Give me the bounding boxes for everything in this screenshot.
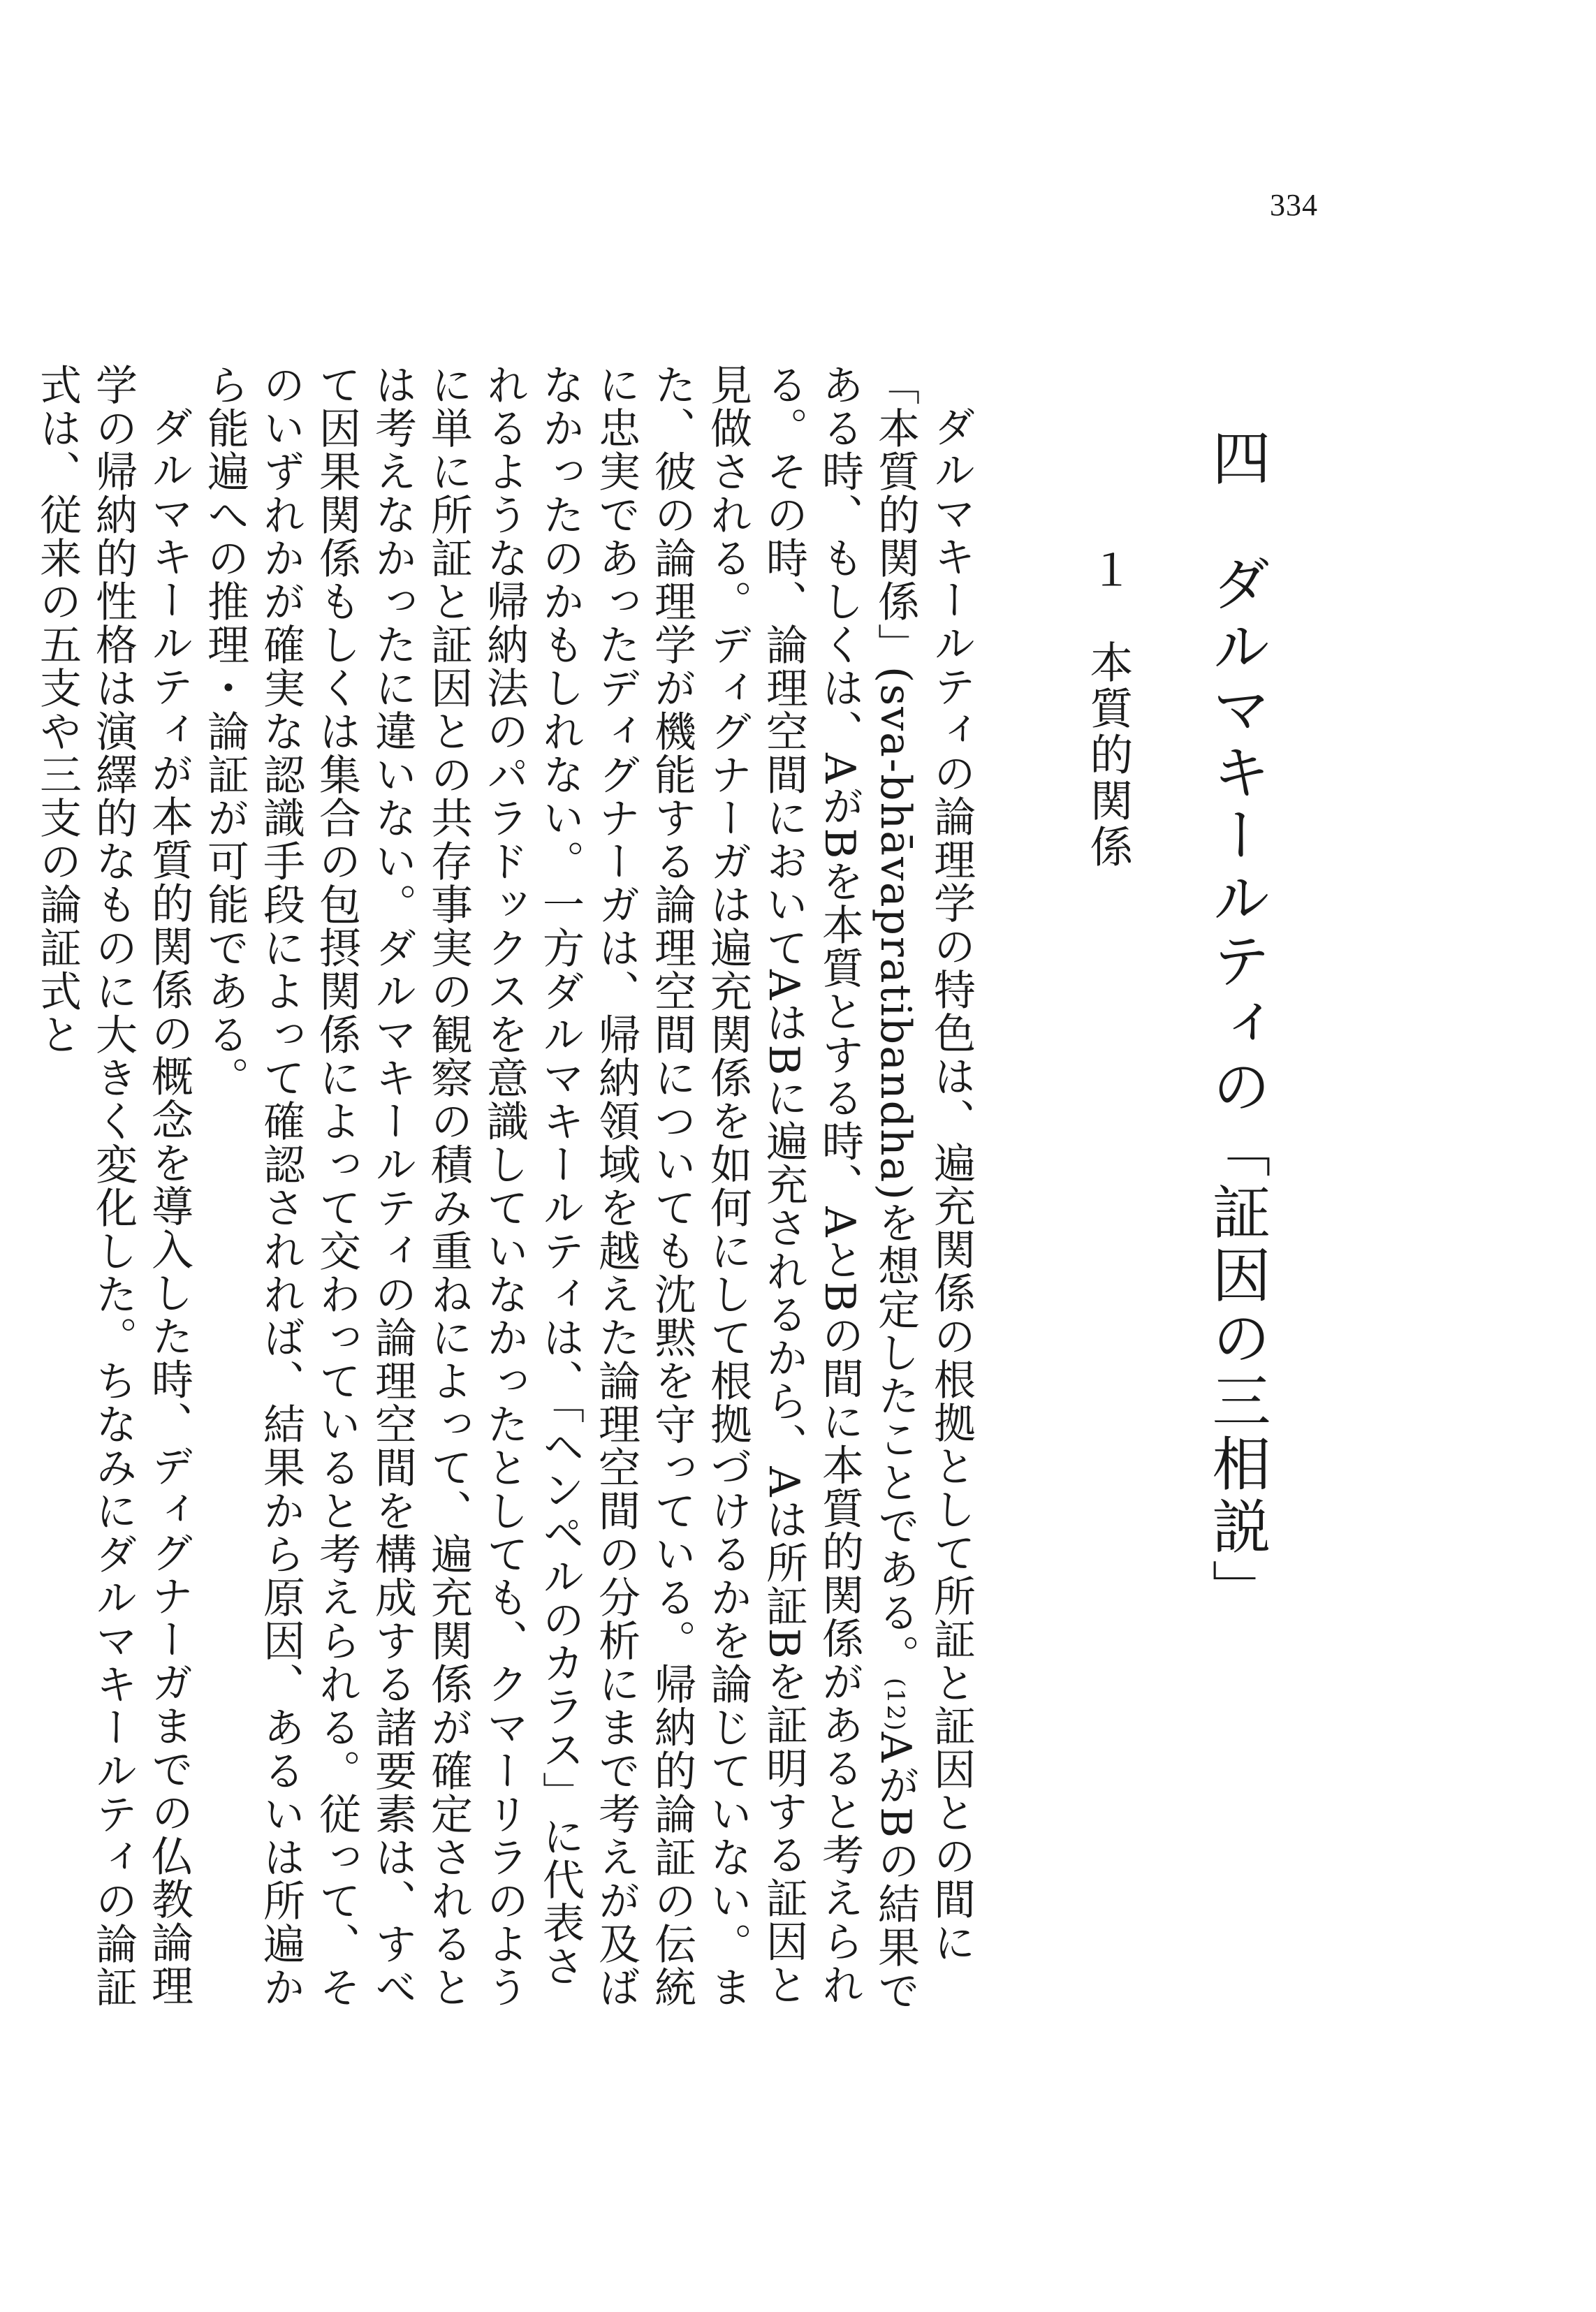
paragraph-1-part-a: ダルマキールティの論理学の特色は、遍充関係の根拠として所証と証因との間に「本質的関係」(sva-bhāvapratibandha)を想定したことである。 (871, 363, 976, 1964)
page-number: 334 (1270, 188, 1318, 222)
body-text (33, 363, 979, 2026)
paragraph-1-part-b: AがBの結果である時、もしくは、AがBを本質とする時、AとBの間に本質的関係があると考えられる。その時、論理空間においてAはBに遍充されるから、Aは所証Bを証明する証因と見做される。ディグナーガは遍充関係を如何にして根拠づけるかを論じていない。また、彼の論理学が機能する論理空間についても沈黙を守っている。帰納的論証の伝統に忠実であったディグナーガは、帰納領域を越えた論理空間の分析にまで考えが及ばなかったのかもしれない。一方ダルマキールティは、「ヘンペルのカラス」に代表されるような帰納法のパラドックスを意識していなかったとしても、クマーリラのように単に所証と証因との共存事実の観察の積み重ねによって、遍充関係が確定されるとは考えなかったに違いない。ダルマキールティの論理空間を構成する諸要素は、すべて因果関係もしくは集合の包摂関係によって交わっていると考えられる。従って、そのいずれかが確実な認識手段によって確認されれば、結果から原因、あるいは所遍から能遍への推理・論証が可能である。 (200, 363, 920, 2013)
paragraph-2: ダルマキールティが本質的関係の概念を導入した時、ディグナーガまでの仏教論理学の帰納的性格は演繹的なものに大きく変化した。ちなみにダルマキールティの論証式は、従来の五支や三支の論証式と (33, 363, 193, 2009)
paragraph-1 (197, 363, 979, 2026)
footnote-marker: (12) (881, 1677, 909, 1732)
chapter-title: 四 ダルマキールティの「証因の三相説」 (1203, 427, 1271, 1622)
section-title: １ 本質的関係 (1083, 548, 1134, 870)
